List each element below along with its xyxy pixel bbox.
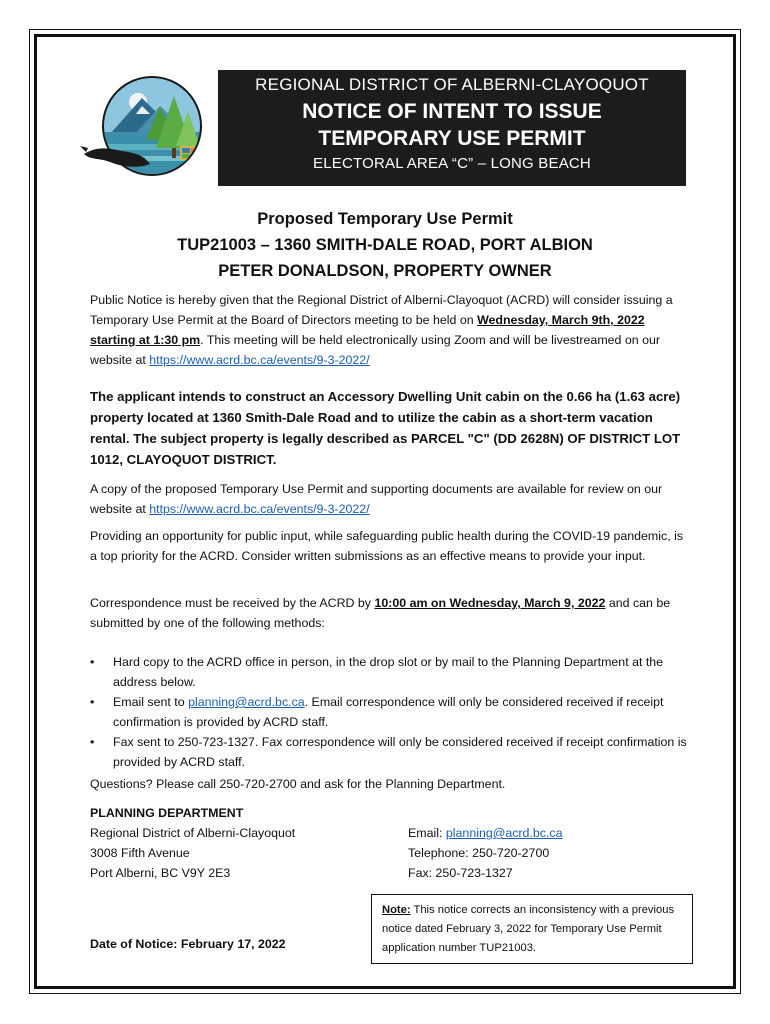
covid-paragraph: Providing an opportunity for public input, while safeguarding public health during the COVID-19 pandemic, is a top priority for the ACRD. Consider written submissions as an effective means to provide your input.: [90, 529, 684, 563]
correction-note-box: [371, 894, 693, 964]
acrd-logo-icon: [80, 72, 216, 184]
contact-telephone: Telephone: 250-720-2700: [408, 846, 550, 860]
planning-department-label: PLANNING DEPARTMENT: [90, 806, 244, 820]
banner-title-line2: TEMPORARY USE PERMIT: [318, 127, 586, 150]
heading-line1: Proposed Temporary Use Permit: [257, 210, 513, 228]
contact-address: [90, 803, 390, 883]
heading-line3: PETER DONALDSON, PROPERTY OWNER: [218, 262, 552, 280]
banner-org: REGIONAL DISTRICT OF ALBERNI-CLAYOQUOT: [255, 75, 649, 94]
banner-area: ELECTORAL AREA “C” – LONG BEACH: [313, 155, 591, 172]
notice-zoom-text: . This meeting will be held electronically using Zoom and will be livestreamed on our website at: [90, 333, 660, 367]
heading-line2: TUP21003 – 1360 SMITH-DALE ROAD, PORT ALBION: [177, 236, 593, 254]
date-of-notice: Date of Notice: February 17, 2022: [90, 937, 286, 951]
list-item: [90, 732, 690, 772]
banner-title-line1: NOTICE OF INTENT TO ISSUE: [302, 100, 602, 123]
contact-city: Port Alberni, BC V9Y 2E3: [90, 866, 231, 880]
correspondence-after: and can be submitted by one of the following methods:: [90, 596, 671, 630]
contact-details: [408, 823, 698, 883]
applicant-paragraph: The applicant intends to construct an Accessory Dwelling Unit cabin on the 0.66 ha (1.63 acre) property located at 1360 Smith-Dale Road and to utilize the cabin as a short-term vacation rental. The subject property is legally described as PARCEL "C" (DD 2628N) OF DISTRICT LOT 1012, CLAYOQUOT DISTRICT.: [90, 389, 681, 467]
submission-methods-list: [90, 652, 690, 772]
email-label: Email:: [408, 826, 443, 840]
documents-link[interactable]: https://www.acrd.bc.ca/events/9-3-2022/: [149, 502, 370, 516]
method-fax: Fax sent to 250-723-1327. Fax correspondence will only be considered received if receipt confirmation is provided by ACRD staff.: [113, 735, 687, 769]
copy-text: A copy of the proposed Temporary Use Permit and supporting documents are available for review on our website at: [90, 482, 663, 516]
questions-line: Questions? Please call 250-720-2700 and ask for the Planning Department.: [90, 777, 506, 791]
note-text: This notice corrects an inconsistency with a previous notice dated February 3, 2022 for Temporary Use Permit application number TUP21003.: [382, 904, 675, 954]
contact-fax: Fax: 250-723-1327: [408, 866, 513, 880]
method-hard-copy: Hard copy to the ACRD office in person, in the drop slot or by mail to the Planning Department at the address below.: [113, 655, 664, 689]
note-label: Note:: [382, 904, 411, 916]
meeting-datetime: Wednesday, March 9th, 2022 starting at 1:30 pm: [90, 313, 645, 347]
contact-street: 3008 Fifth Avenue: [90, 846, 190, 860]
copy-paragraph: [90, 479, 690, 519]
correspondence-paragraph: [90, 593, 690, 633]
contact-org: Regional District of Alberni-Clayoquot: [90, 826, 296, 840]
contact-email-link[interactable]: planning@acrd.bc.ca: [445, 826, 563, 840]
header-banner: [218, 70, 686, 186]
public-notice-paragraph: [90, 290, 690, 370]
correspondence-before: Correspondence must be received by the ACRD by: [90, 596, 371, 610]
contact-email-row: [408, 823, 698, 843]
list-item: [90, 652, 690, 692]
correspondence-deadline: 10:00 am on Wednesday, March 9, 2022: [374, 596, 606, 610]
list-item: [90, 692, 690, 732]
notice-intro: Public Notice is hereby given that the Regional District of Alberni-Clayoquot (ACRD) will consider issuing a Temporary Use Permit at the Board of Directors meeting to be held on: [90, 293, 673, 327]
planning-email-link[interactable]: planning@acrd.bc.ca: [188, 695, 305, 709]
events-link[interactable]: https://www.acrd.bc.ca/events/9-3-2022/: [149, 353, 370, 367]
method-email-before: Email sent to: [113, 695, 185, 709]
method-email-after: . Email correspondence will only be considered received if receipt confirmation is provided by ACRD staff.: [113, 695, 664, 729]
